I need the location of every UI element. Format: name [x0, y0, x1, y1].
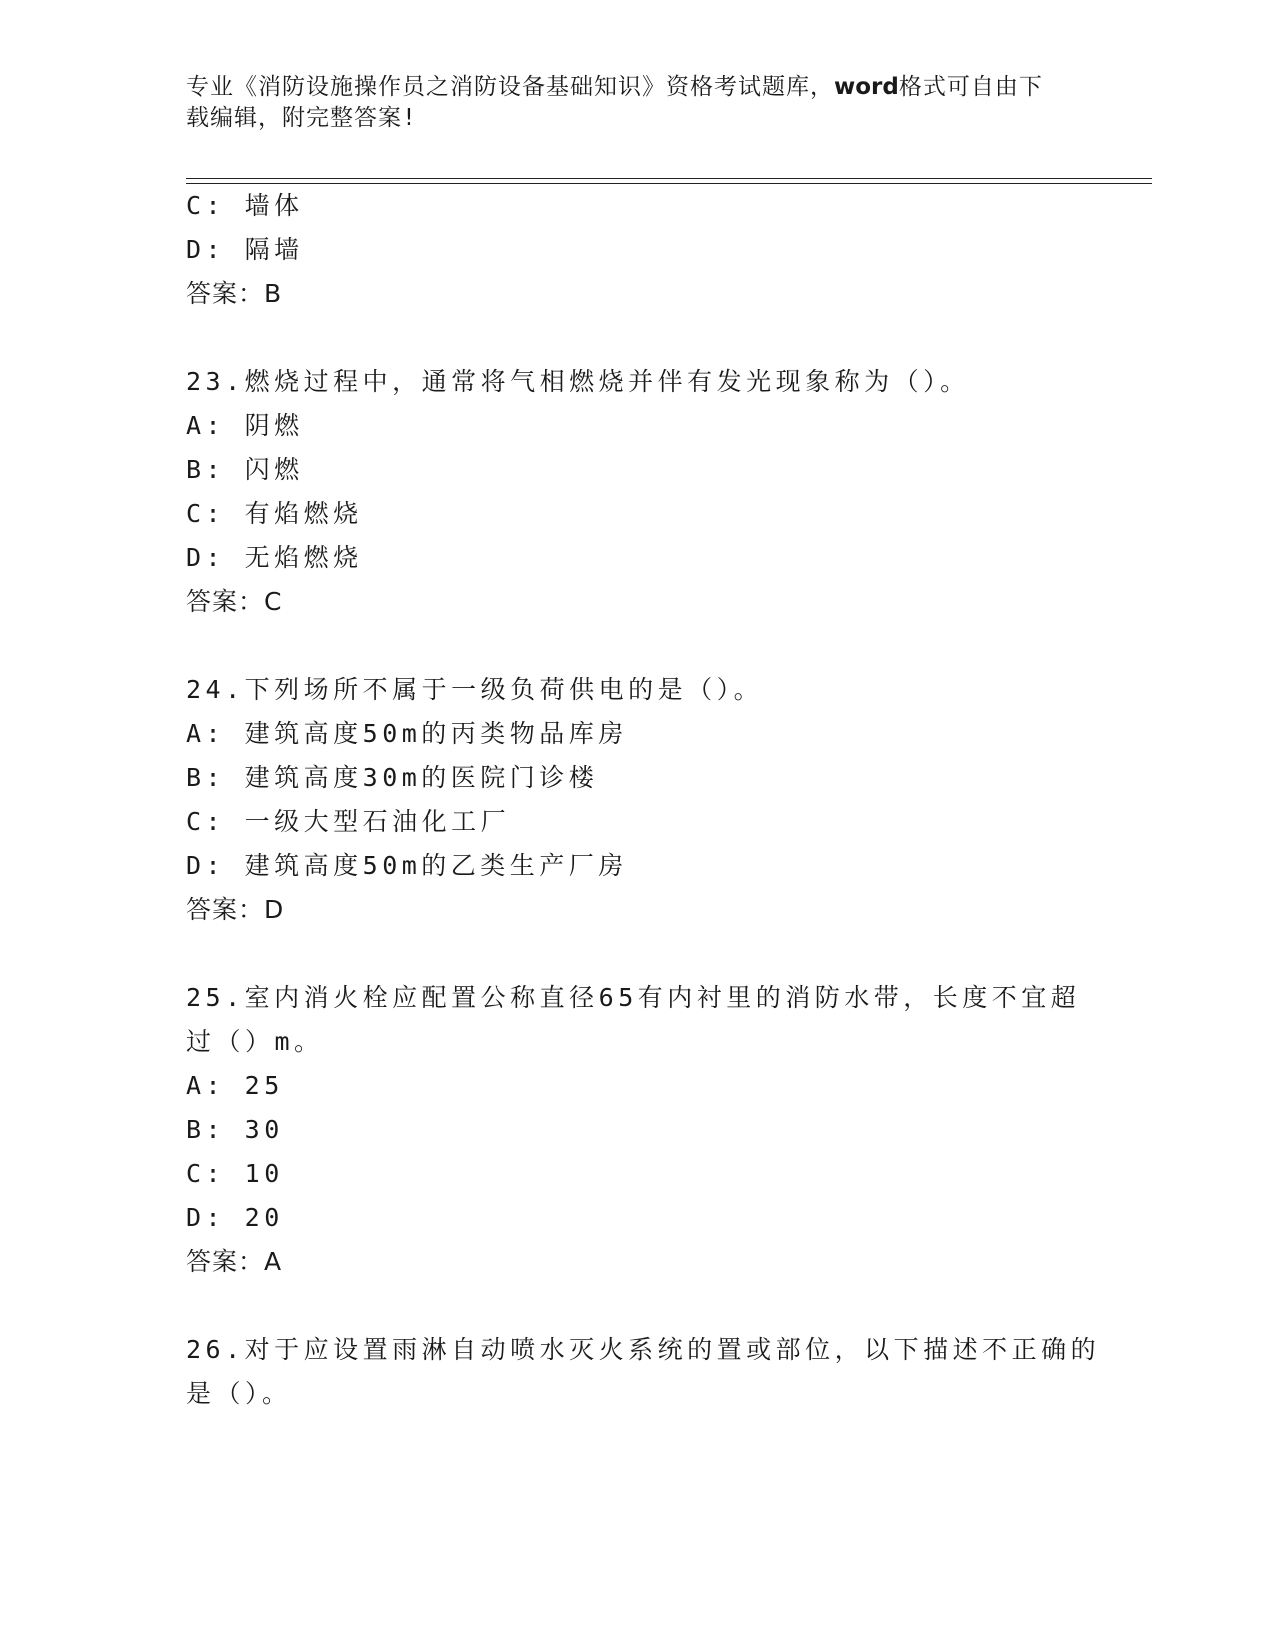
header-line-1	[186, 72, 1066, 103]
header-text-after: 格式可自由下	[898, 74, 1043, 100]
question-25-stem-line-2: 过（）m。	[186, 1027, 324, 1056]
question-24-option-c: C: 一级大型石油化工厂	[186, 807, 511, 836]
question-23-option-b: B: 闪燃	[186, 455, 304, 484]
header-divider-top	[186, 178, 1152, 179]
question-23-answer: 答案：C	[186, 587, 283, 616]
prev-option-d: D: 隔墙	[186, 235, 304, 264]
document-header	[186, 72, 1066, 134]
question-25-option-c: C: 10	[186, 1159, 284, 1188]
question-23-option-c: C: 有焰燃烧	[186, 499, 363, 528]
question-24-option-b: B: 建筑高度30m的医院门诊楼	[186, 763, 599, 792]
header-divider-bottom	[186, 183, 1152, 184]
question-24-option-a: A: 建筑高度50m的丙类物品库房	[186, 719, 628, 748]
question-26-stem-line-2: 是（）。	[186, 1379, 292, 1408]
prev-answer: 答案：B	[186, 279, 283, 308]
question-23-option-d: D: 无焰燃烧	[186, 543, 363, 572]
header-line-2: 载编辑，附完整答案!	[186, 105, 417, 131]
question-25-option-b: B: 30	[186, 1115, 284, 1144]
question-25-option-d: D: 20	[186, 1203, 284, 1232]
header-word-label: word	[834, 74, 899, 100]
question-25-stem-line-1: 25.室内消火栓应配置公称直径65有内衬里的消防水带，长度不宜超	[186, 983, 1081, 1012]
question-25-answer: 答案：A	[186, 1247, 283, 1276]
question-24-stem: 24.下列场所不属于一级负荷供电的是（）。	[186, 675, 764, 704]
question-26-stem-line-1: 26.对于应设置雨淋自动喷水灭火系统的置或部位，以下描述不正确的	[186, 1335, 1101, 1364]
question-23-option-a: A: 阴燃	[186, 411, 304, 440]
question-25-option-a: A: 25	[186, 1071, 284, 1100]
question-23-stem: 23.燃烧过程中，通常将气相燃烧并伴有发光现象称为（）。	[186, 367, 970, 396]
question-24-answer: 答案：D	[186, 895, 285, 924]
prev-option-c: C: 墙体	[186, 191, 304, 220]
question-24-option-d: D: 建筑高度50m的乙类生产厂房	[186, 851, 628, 880]
header-text-before: 专业《消防设施操作员之消防设备基础知识》资格考试题库，	[186, 74, 834, 100]
